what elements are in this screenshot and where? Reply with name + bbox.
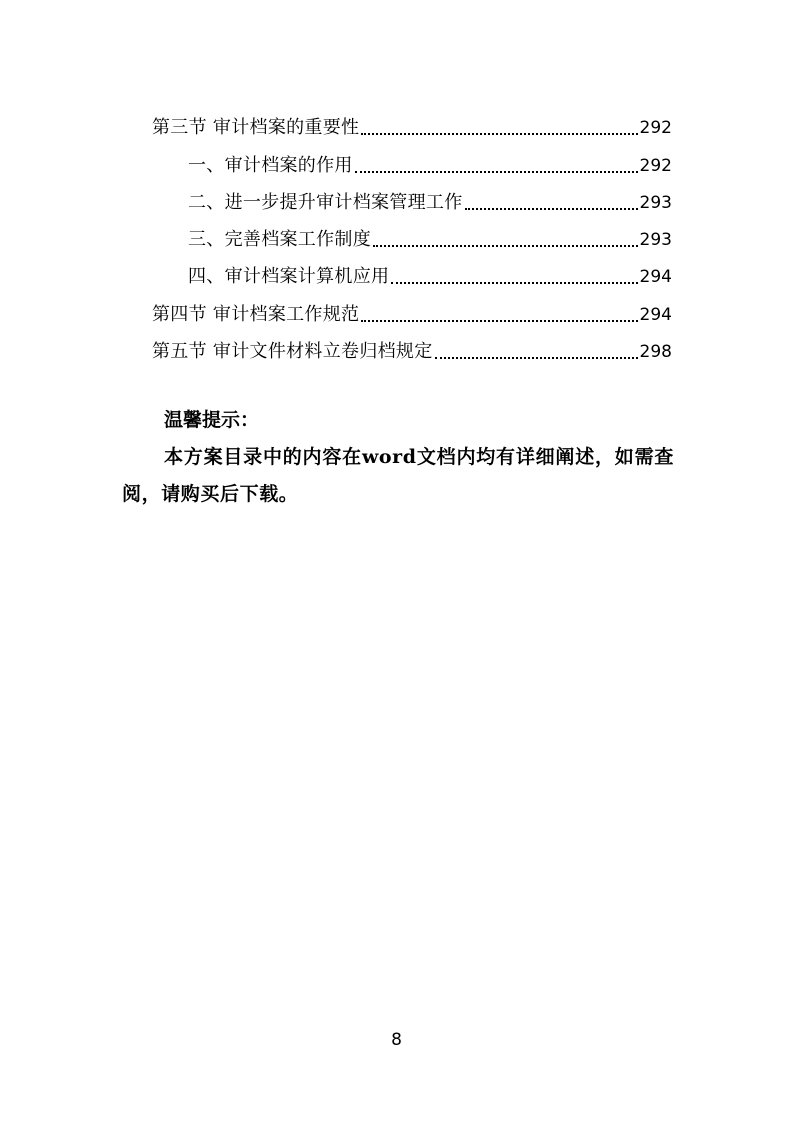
toc-entry-title: 二、进一步提升审计档案管理工作 (188, 191, 463, 213)
toc-entry-section-3[interactable] (152, 103, 672, 140)
toc-entry-subsection[interactable] (152, 252, 672, 289)
toc-leader-dots (361, 133, 637, 135)
notice-body: 本方案目录中的内容在word文档内均有详细阐述，如需查阅，请购买后下载。 (122, 446, 674, 505)
notice-block (122, 402, 674, 513)
toc-leader-dots (355, 171, 638, 173)
toc-entry-title: 第三节 审计档案的重要性 (152, 117, 360, 139)
page-number: 8 (391, 1030, 402, 1050)
toc-entry-subsection[interactable] (152, 140, 672, 177)
toc-entry-section-5[interactable] (152, 327, 672, 364)
toc-entry-page: 298 (639, 342, 672, 363)
toc-entry-page: 292 (639, 118, 672, 139)
toc-leader-dots (465, 208, 638, 210)
toc-entry-subsection[interactable] (152, 215, 672, 252)
toc-entry-title: 一、审计档案的作用 (188, 154, 353, 176)
table-of-contents (152, 103, 672, 364)
toc-leader-dots (435, 357, 638, 359)
toc-entry-title: 第五节 审计文件材料立卷归档规定 (152, 341, 433, 363)
toc-leader-dots (391, 282, 637, 284)
toc-entry-title: 第四节 审计档案工作规范 (152, 303, 360, 325)
toc-entry-page: 294 (639, 267, 672, 288)
toc-entry-subsection[interactable] (152, 178, 672, 215)
toc-entry-page: 294 (639, 304, 672, 325)
toc-entry-section-4[interactable] (152, 289, 672, 326)
toc-entry-page: 293 (639, 192, 672, 213)
toc-leader-dots (361, 320, 637, 322)
toc-leader-dots (373, 245, 638, 247)
toc-entry-title: 四、审计档案计算机应用 (188, 266, 390, 288)
toc-entry-title: 三、完善档案工作制度 (188, 229, 371, 251)
toc-entry-page: 293 (639, 230, 672, 251)
notice-title: 温馨提示： (164, 409, 260, 431)
toc-entry-page: 292 (639, 155, 672, 176)
